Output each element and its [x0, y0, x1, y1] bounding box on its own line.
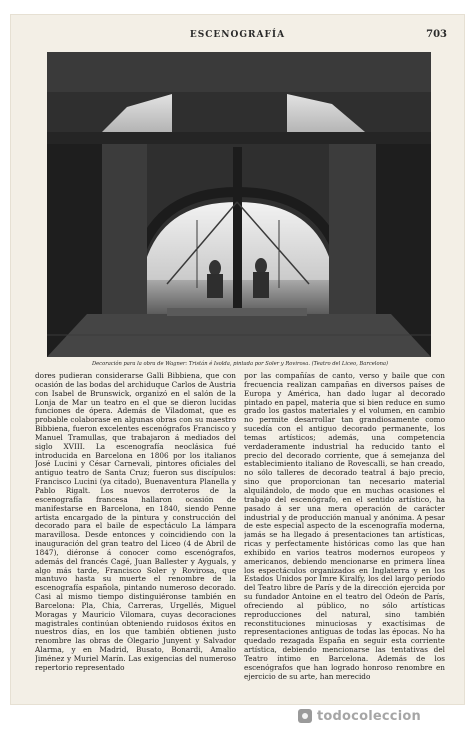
page-header	[10, 14, 465, 44]
text-column-right: por las compañías de canto, verso y baile que con frecuencia realizan campañas en diversos países de Europa y América, han dado lugar al decorado pintado en papel, materia que si bien reduce en sumo grado los gastos materiales y el volumen, en cambio no permite desarrollar tan grandiosamente como sucedía con el antiguo decorado permanente, los temas artísticos; además, una competencia verdaderamente industrial ha reducido tanto el precio del decorado corriente, que á semejanza del establecimiento italiano de Rovescalli, se han creado, no sólo talleres de decorado teatral á bajo precio, sino que proporcionan tan necesario material alquilándolo, de modo que en muchas ocasiones el trabajo del escenógrafo, en el sentido artístico, ha pasado á ser una mera operación de carácter industrial y de producción manual y anónima. A pesar de este especial aspecto de la escenografía moderna, jamás se ha llegado á presentaciones tan artísticas, ricas y perfectamente históricas como las que han exhibido en varios teatros modernos europeos y americanos, debiendo mencionarse en primera línea los espectáculos organizados en Inglaterra y en los Estados Unidos por Imre Kiralfy, los del largo período del Teatro libre de París y de la dirección ejercida por su fundador Antoine en el teatro del Odeón de París, ofreciendo al público, no sólo artísticas reproducciones del natural, sino también reconstituciones minuciosas y exactísimas de representaciones antiguas de todas las épocas. No ha quedado rezagada España en seguir esta corriente artística, debiendo mencionarse las tentativas del Teatro íntimo en Barcelona. Además de los escenógrafos que han logrado honroso renombre en ejercicio de su arte, han merecido	[244, 372, 445, 681]
article-body	[35, 372, 445, 708]
illustration-artwork	[47, 52, 431, 357]
watermark-logo-icon	[298, 709, 312, 723]
watermark-text: todocoleccion	[317, 708, 421, 724]
text-column-left: dores pudieran considerarse Galli Bibbiena, que con ocasión de las bodas del archiduque Carlos de Austria con Isabel de Brunswick, organizó en el salón de la Lonja de Mar un teatro en el que se dieron lucidas funciones de ópera. Además de Viladomat, que es probable colaborase en algunas obras con su maestro Bibbiena, fueron excelentes escenógrafos Francisco y Manuel Tramullas, que trabajaron á mediados del siglo XVIII. La escenografía neoclásica fué introducida en Barcelona en 1806 por los italianos José Lucini y César Carnevali, pintores oficiales del antiguo teatro de Santa Cruz; fueron sus discípulos: Francisco Lucini (ya citado), Buenaventura Planella y Pablo Rigalt. Los nuevos derroteros de la escenografía francesa hallaron ocasión de manifestarse en Barcelona, en 1840, siendo Penne artista encargado de la pintura y construcción del decorado para el baile de espectáculo La lámpara maravillosa. Desde entonces y coincidiendo con la inauguración del gran teatro del Liceo (4 de Abril de 1847), diéronse á conocer como escenógrafos, además del francés Cagé, Juan Ballester y Ayguals, y algo más tarde, Francisco Soler y Rovirosa, que mantuvo hasta su muerte el renombre de la escenografía española, pintando numeroso decorado. Casi al mismo tiempo distinguiéronse también en Barcelona: Pla, Chia, Carreras, Urgellés, Miguel Moragas y Mauricio Vilomara, cuyas decoraciones magistrales continúan obteniendo ruidosos éxitos en nuestros días, en los que también obtienen justo renombre las obras de Olegario Junyent y Salvador Alarma, y en Madrid, Busato, Bonardi, Amalio Jiménez y Muriel Marín. Las exigencias del numeroso repertorio representado	[35, 372, 236, 672]
figure-caption: Decoración para la obra de Wagner: Tristán é Isolda, pintada por Soler y Rovirosa. (Teatro del Liceo, Barcelona)	[91, 361, 389, 367]
running-title: ESCENOGRAFÍA	[189, 30, 286, 40]
watermark	[298, 706, 421, 726]
stage-set-illustration	[47, 52, 431, 357]
page-sheet	[10, 14, 465, 705]
page-number: 703	[426, 29, 447, 40]
